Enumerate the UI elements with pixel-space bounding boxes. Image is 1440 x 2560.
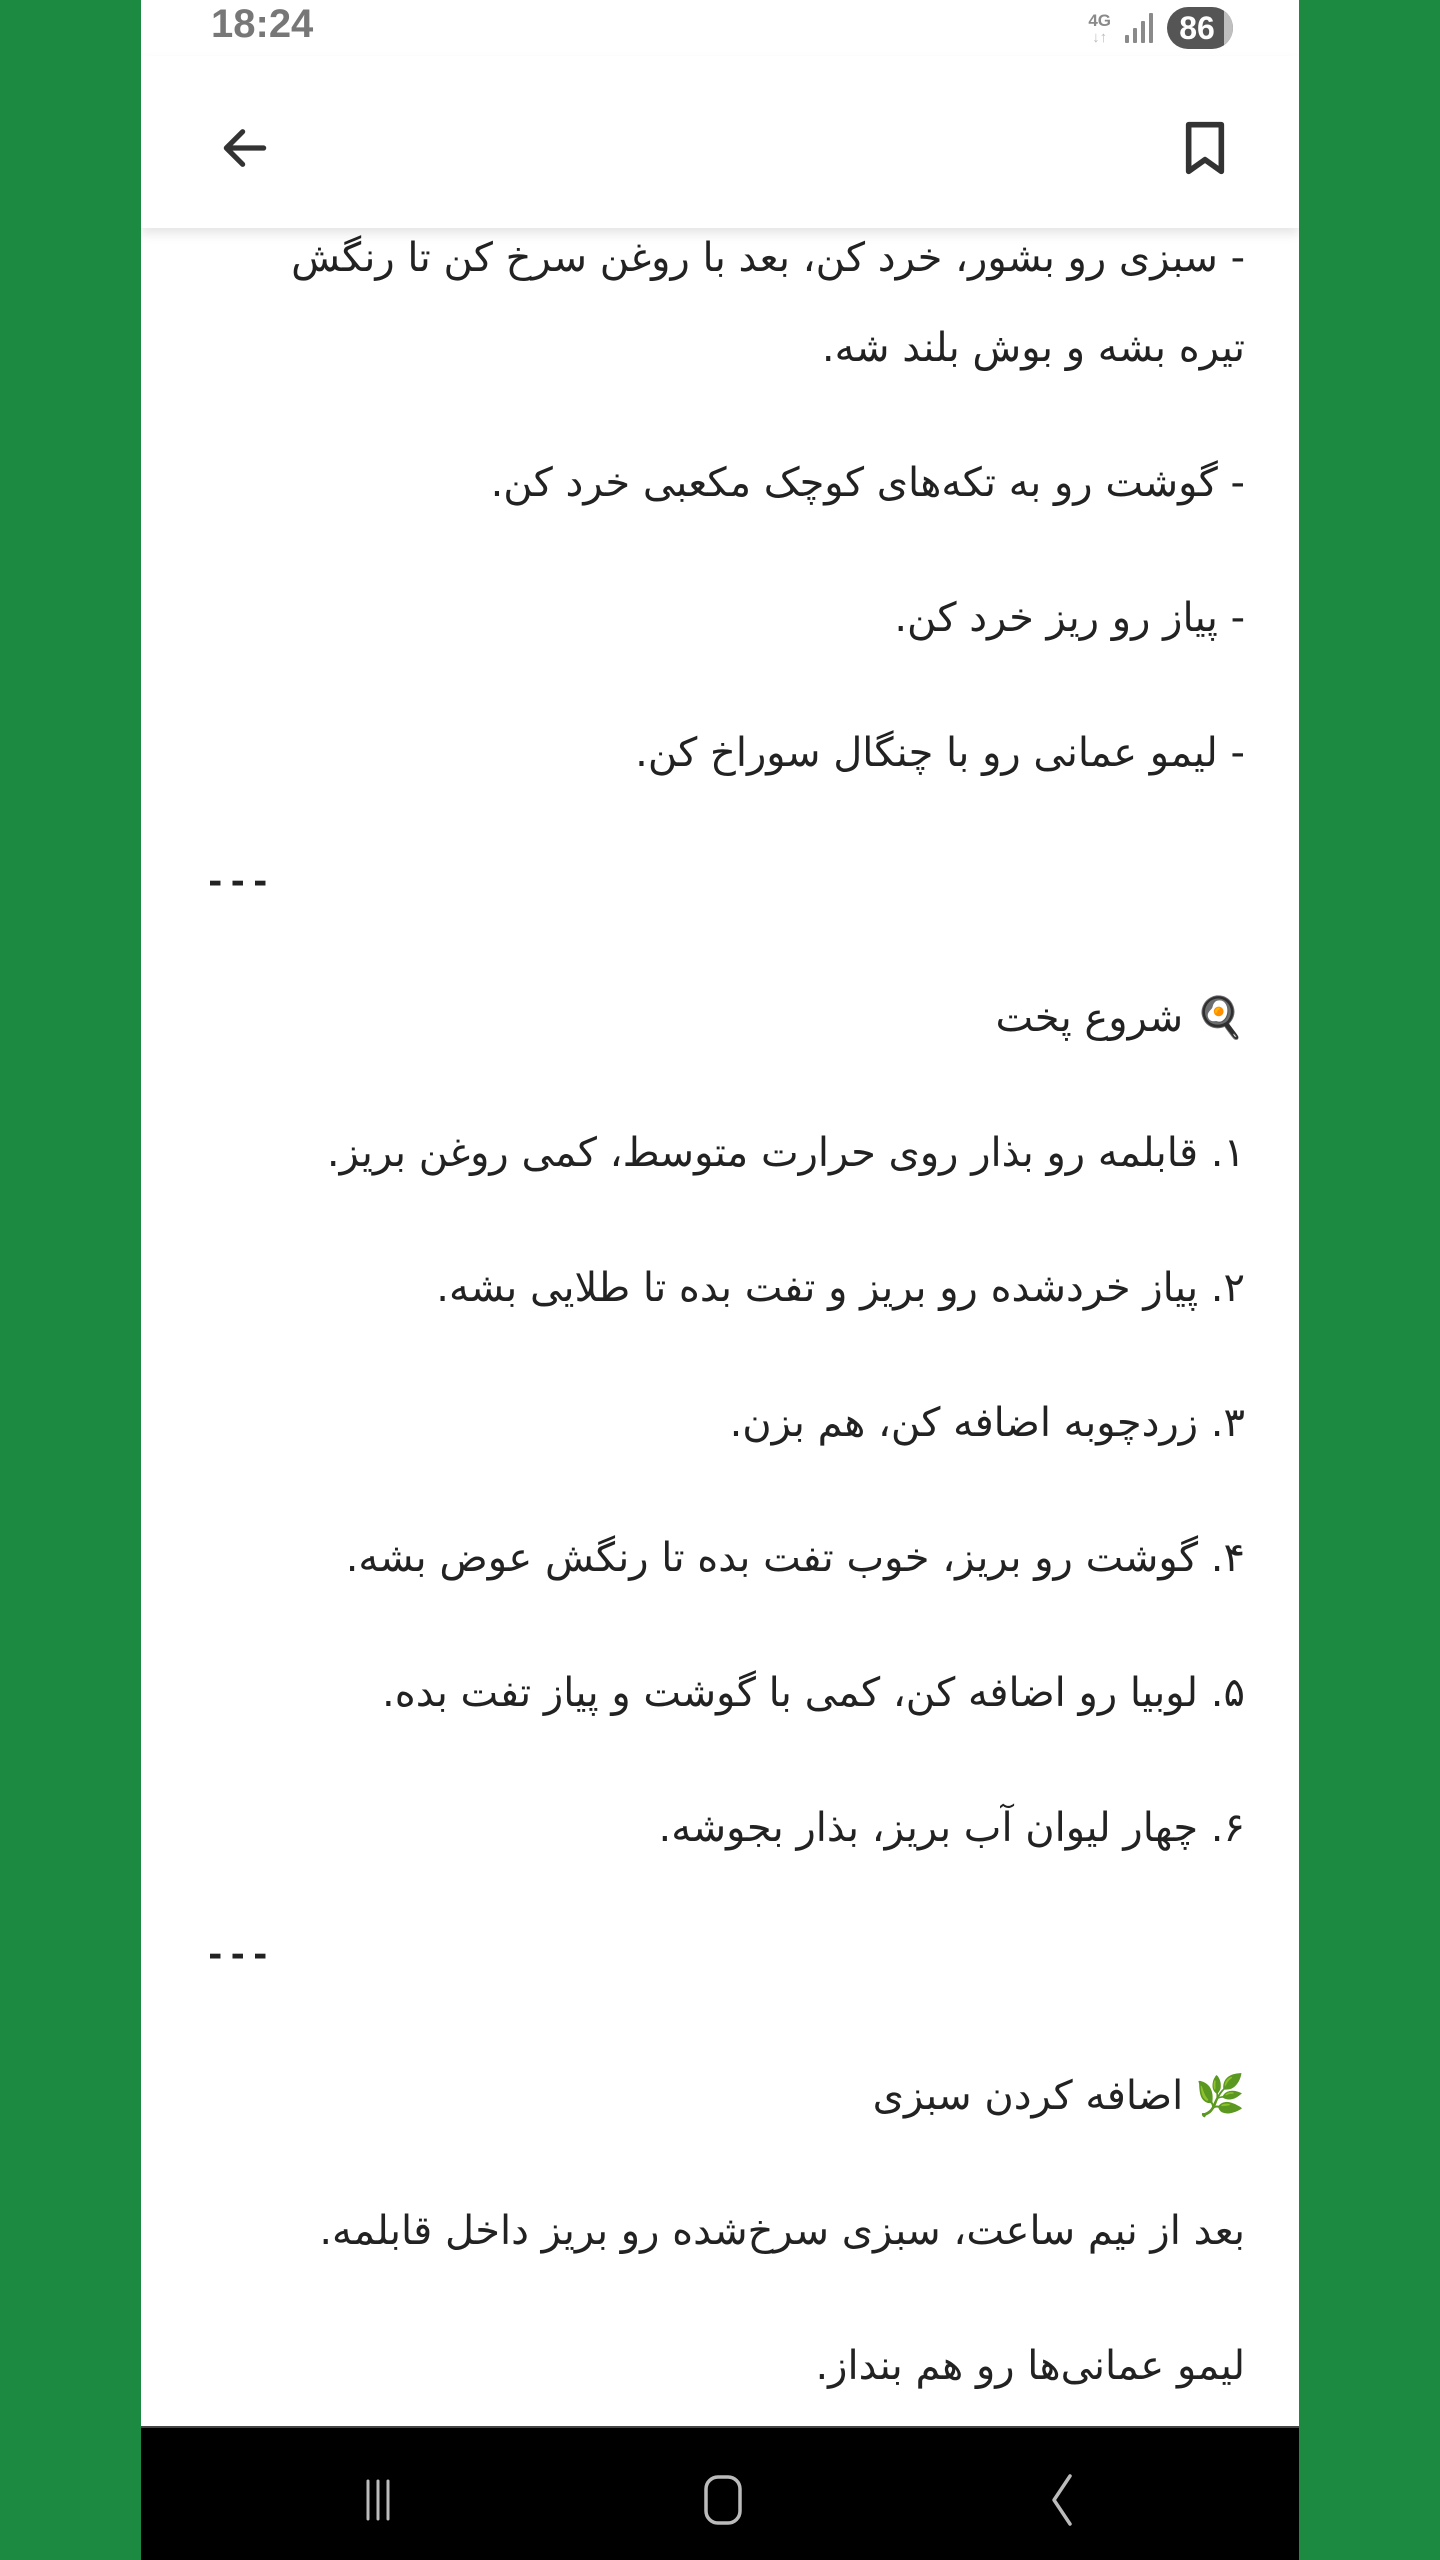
phone-screen [141, 0, 1299, 2560]
step-item: ۵. لوبیا رو اضافه کن، کمی با گوشت و پیاز تفت بده. [382, 1670, 1245, 1716]
prep-item: - سبزی رو بشور، خرد کن، بعد با روغن سرخ کن تا رنگش [291, 235, 1245, 281]
separator: --- [205, 862, 273, 902]
separator: --- [205, 1935, 273, 1975]
home-button[interactable] [693, 2470, 753, 2530]
prep-item: - پیاز رو ریز خرد کن. [894, 595, 1245, 641]
network-type-label: 4G [1088, 10, 1111, 30]
status-bar [141, 0, 1299, 56]
herb-instruction: بعد از نیم ساعت، سبزی سرخ‌شده رو بریز داخل قابلمه. [319, 2208, 1245, 2254]
herb-instruction: لیمو عمانی‌ها رو هم بنداز. [815, 2343, 1245, 2389]
prep-item-continued: تیره بشه و بوش بلند شه. [821, 325, 1245, 371]
step-item: ۳. زردچوبه اضافه کن، هم بزن. [729, 1400, 1245, 1446]
bookmark-button[interactable] [1171, 114, 1239, 182]
recents-button[interactable] [349, 2470, 409, 2530]
battery-icon [1167, 7, 1233, 49]
data-arrows-icon: ↓↑ [1092, 28, 1108, 46]
herb-icon: 🌿 [1195, 2073, 1245, 2119]
step-item: ۴. گوشت رو بریز، خوب تفت بده تا رنگش عوض بشه. [345, 1535, 1245, 1581]
system-nav-bar [141, 2426, 1299, 2560]
step-item: ۶. چهار لیوان آب بریز، بذار بجوشه. [658, 1805, 1245, 1851]
signal-strength-icon [1125, 13, 1153, 43]
section-title: اضافه کردن سبزی [872, 2073, 1184, 2119]
prep-item: - لیمو عمانی رو با چنگال سوراخ کن. [635, 730, 1245, 776]
app-bar [141, 56, 1299, 228]
back-button[interactable] [211, 114, 279, 182]
status-icons [1088, 6, 1233, 50]
system-back-button[interactable] [1031, 2470, 1091, 2530]
section-heading-cooking [995, 990, 1245, 1046]
bookmark-icon [1180, 120, 1230, 176]
step-item: ۱. قابلمه رو بذار روی حرارت متوسط، کمی روغن بریز. [326, 1130, 1245, 1176]
recents-icon [354, 2475, 404, 2525]
section-title: شروع پخت [995, 995, 1184, 1041]
home-icon [698, 2472, 748, 2528]
battery-level: 86 [1179, 9, 1215, 46]
prep-item: - گوشت رو به تکه‌های کوچک مکعبی خرد کن. [490, 460, 1245, 506]
chevron-left-icon [1036, 2472, 1086, 2528]
status-time: 18:24 [211, 2, 314, 46]
network-4g-icon [1088, 12, 1111, 45]
step-item: ۲. پیاز خردشده رو بریز و تفت بده تا طلایی بشه. [436, 1265, 1245, 1311]
section-heading-herbs [873, 2068, 1245, 2124]
cooking-pan-icon: 🍳 [1195, 995, 1245, 1041]
arrow-left-icon [217, 120, 273, 176]
